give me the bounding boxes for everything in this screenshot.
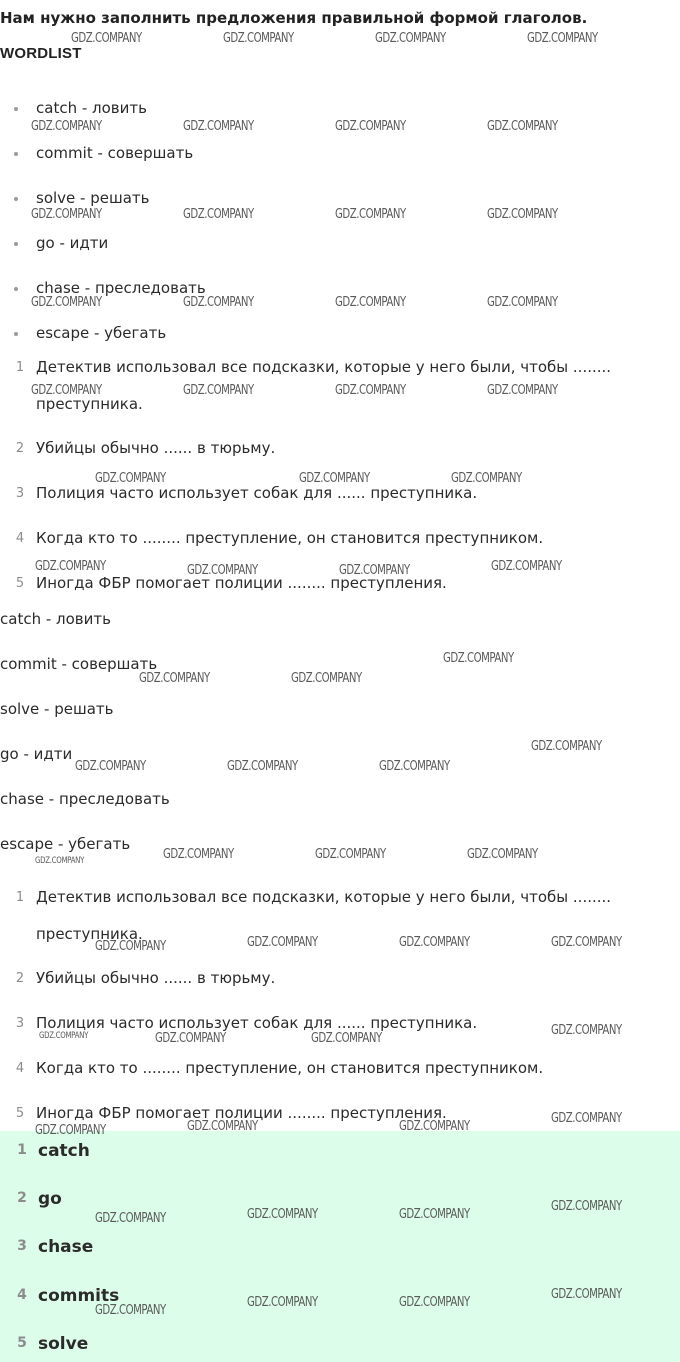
watermark: GDZ.COMPANY [35, 559, 106, 574]
watermark: GDZ.COMPANY [39, 1031, 89, 1041]
bullet-icon [14, 287, 18, 291]
watermark: GDZ.COMPANY [527, 31, 598, 46]
watermark: GDZ.COMPANY [551, 1111, 622, 1126]
watermark: GDZ.COMPANY [183, 383, 254, 398]
watermark: GDZ.COMPANY [335, 295, 406, 310]
watermark: GDZ.COMPANY [183, 119, 254, 134]
wordlist-title: WORDLIST [0, 45, 82, 62]
watermark: GDZ.COMPANY [163, 847, 234, 862]
watermark: GDZ.COMPANY [183, 295, 254, 310]
wordlist-plain-item: commit - совершать [0, 655, 158, 673]
watermark: GDZ.COMPANY [443, 651, 514, 666]
watermark: GDZ.COMPANY [227, 759, 298, 774]
watermark: GDZ.COMPANY [95, 471, 166, 486]
watermark: GDZ.COMPANY [187, 1119, 258, 1134]
watermark: GDZ.COMPANY [247, 935, 318, 950]
watermark: GDZ.COMPANY [487, 383, 558, 398]
answers-panel: 1 catch 2 go 3 chase 4 commits 5 solve [0, 1131, 680, 1362]
watermark: GDZ.COMPANY [399, 1207, 470, 1222]
watermark: GDZ.COMPANY [335, 207, 406, 222]
bullet-icon [14, 242, 18, 246]
watermark: GDZ.COMPANY [187, 563, 258, 578]
watermark: GDZ.COMPANY [35, 856, 85, 866]
wordlist-plain-item: chase - преследовать [0, 790, 170, 808]
watermark: GDZ.COMPANY [247, 1207, 318, 1222]
watermark: GDZ.COMPANY [399, 1119, 470, 1134]
wordlist-plain-item: catch - ловить [0, 610, 111, 628]
watermark: GDZ.COMPANY [223, 31, 294, 46]
watermark: GDZ.COMPANY [551, 935, 622, 950]
watermark: GDZ.COMPANY [379, 759, 450, 774]
watermark: GDZ.COMPANY [339, 563, 410, 578]
wordlist-plain-item: solve - решать [0, 700, 114, 718]
bullet-icon [14, 197, 18, 201]
watermark: GDZ.COMPANY [399, 1295, 470, 1310]
watermark: GDZ.COMPANY [487, 295, 558, 310]
watermark: GDZ.COMPANY [487, 207, 558, 222]
watermark: GDZ.COMPANY [551, 1199, 622, 1214]
watermark: GDZ.COMPANY [315, 847, 386, 862]
bullet-icon [14, 332, 18, 336]
watermark: GDZ.COMPANY [35, 1123, 106, 1138]
bullet-icon [14, 107, 18, 111]
watermark: GDZ.COMPANY [31, 207, 102, 222]
watermark: GDZ.COMPANY [31, 119, 102, 134]
watermark: GDZ.COMPANY [291, 671, 362, 686]
watermark: GDZ.COMPANY [551, 1287, 622, 1302]
watermark: GDZ.COMPANY [467, 847, 538, 862]
watermark: GDZ.COMPANY [183, 207, 254, 222]
watermark: GDZ.COMPANY [31, 383, 102, 398]
watermark: GDZ.COMPANY [531, 739, 602, 754]
watermark: GDZ.COMPANY [451, 471, 522, 486]
watermark: GDZ.COMPANY [247, 1295, 318, 1310]
watermark: GDZ.COMPANY [71, 31, 142, 46]
watermark: GDZ.COMPANY [139, 671, 210, 686]
watermark: GDZ.COMPANY [335, 383, 406, 398]
watermark: GDZ.COMPANY [75, 759, 146, 774]
watermark: GDZ.COMPANY [95, 1303, 166, 1318]
watermark: GDZ.COMPANY [299, 471, 370, 486]
watermark: GDZ.COMPANY [155, 1031, 226, 1046]
wordlist-plain-item: escape - убегать [0, 835, 131, 853]
watermark: GDZ.COMPANY [491, 559, 562, 574]
watermark: GDZ.COMPANY [311, 1031, 382, 1046]
watermark: GDZ.COMPANY [551, 1023, 622, 1038]
page-heading: Нам нужно заполнить предложения правильной формой глаголов. [0, 9, 588, 27]
watermark: GDZ.COMPANY [95, 939, 166, 954]
watermark: GDZ.COMPANY [375, 31, 446, 46]
watermark: GDZ.COMPANY [487, 119, 558, 134]
watermark: GDZ.COMPANY [399, 935, 470, 950]
watermark: GDZ.COMPANY [95, 1211, 166, 1226]
watermark: GDZ.COMPANY [335, 119, 406, 134]
wordlist-plain-item: go - идти [0, 745, 73, 763]
watermark: GDZ.COMPANY [31, 295, 102, 310]
bullet-icon [14, 152, 18, 156]
